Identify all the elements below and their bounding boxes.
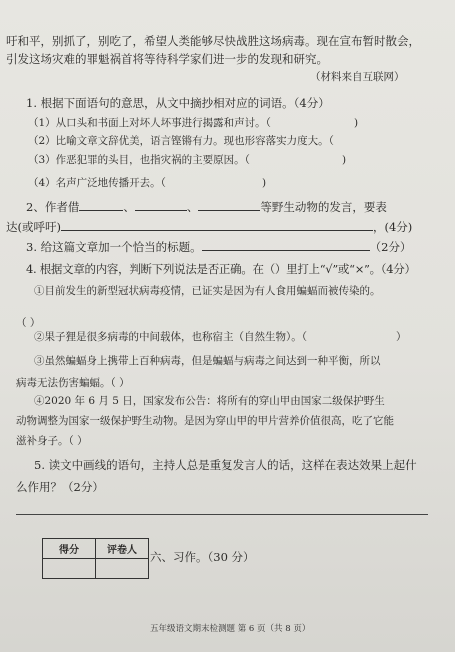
q2-tail: 等野生动物的发言，要表 [260, 200, 387, 214]
passage-line-2: 引发这场灾难的罪魁祸首将等待科学家们进一步的发现和研究。 [6, 52, 328, 66]
grader-cell[interactable] [96, 559, 149, 579]
q3-blank[interactable] [202, 240, 370, 251]
q1-prompt: 1. 根据下面语句的意思，从文中摘抄相对应的词语。（4分） [26, 96, 330, 110]
q3-score: （2分） [369, 240, 412, 254]
q4-s3-line-1: ③虽然蝙蝠身上携带上百种病毒，但是蝙蝠与病毒之间达到一种平衡，所以 [34, 355, 381, 367]
q4-s3-line-2: 病毒无法伤害蝙蝠。（ ） [16, 377, 130, 389]
page-footer: 五年级语文期末检测题 第 6 页（共 8 页） [150, 624, 311, 634]
q1-item-1-close: ) [354, 117, 359, 129]
grader-header: 评卷人 [96, 539, 149, 559]
q4-s2-close: ） [396, 331, 407, 343]
q2-blank-4[interactable] [61, 220, 373, 231]
q5-answer-line[interactable] [16, 514, 428, 515]
q1-item-1: （1）从口头和书面上对坏人坏事进行揭露和声讨。（ [28, 117, 271, 129]
q2-line2-lead: 达(或呼吁) [6, 220, 61, 234]
score-header: 得分 [43, 539, 96, 559]
passage-source: （材料来自互联网） [310, 71, 405, 83]
section-6-heading: 六、习作。（30 分） [150, 550, 255, 564]
q5-line-1: 5. 读文中画线的语句，主持人总是重复发言人的话，这样在表达效果上起什 [34, 458, 417, 472]
q2-line-2 [6, 220, 412, 234]
q5-line-2: 么作用？（2分） [16, 480, 104, 494]
q1-item-3-close: ) [342, 154, 347, 166]
q1-item-3: （3）作恶犯罪的头目，也指灾祸的主要原因。（ [28, 154, 250, 166]
q2-blank-1[interactable] [79, 200, 123, 211]
q4-s4-line-1: ④2020 年 6 月 5 日，国家发布公告：将所有的穿山甲由国家二级保护野生 [34, 395, 385, 407]
q2-line-1 [26, 200, 387, 214]
q1-item-2: （2）比喻文章文辞优美，语言铿锵有力。现也形容落实力度大。（ [28, 135, 334, 147]
q4-s2: ②果子狸是很多病毒的中间载体，也称宿主（自然生物）。（ [34, 331, 307, 343]
q4-s1-line-2: （ ） [16, 317, 41, 329]
q2-blank-3[interactable] [198, 200, 260, 211]
score-table [42, 538, 149, 579]
passage-line-1: 吁和平，别抓了，别吃了，希望人类能够尽快战胜这场病毒。现在宣布暂时散会， [6, 34, 420, 48]
q2-sep-1: 、 [123, 200, 135, 214]
q2-lead: 2、作者借 [26, 200, 80, 214]
q4-s4-line-3: 滋补身子。（ ） [16, 435, 88, 447]
q4-s1-line-1: ①目前发生的新型冠状病毒疫情，已证实是因为有人食用蝙蝠而被传染的。 [34, 285, 381, 297]
q2-blank-2[interactable] [135, 200, 187, 211]
q1-item-4: （4）名声广泛地传播开去。（ [28, 177, 166, 189]
q2-score: ，(4分) [372, 220, 413, 234]
q3-prompt: 3. 给这篇文章加一个恰当的标题。 [26, 240, 202, 254]
q4-prompt: 4. 根据文章的内容，判断下列说法是否正确。在（）里打上“√”或“×”。（4分） [26, 262, 416, 276]
q3-line [26, 240, 411, 254]
q4-s4-line-2: 动物调整为国家一级保护野生动物。是因为穿山甲的甲片营养价值很高，吃了它能 [16, 415, 394, 427]
q2-sep-2: 、 [186, 200, 199, 214]
score-cell[interactable] [43, 559, 96, 579]
q1-item-4-close: ) [262, 177, 267, 189]
